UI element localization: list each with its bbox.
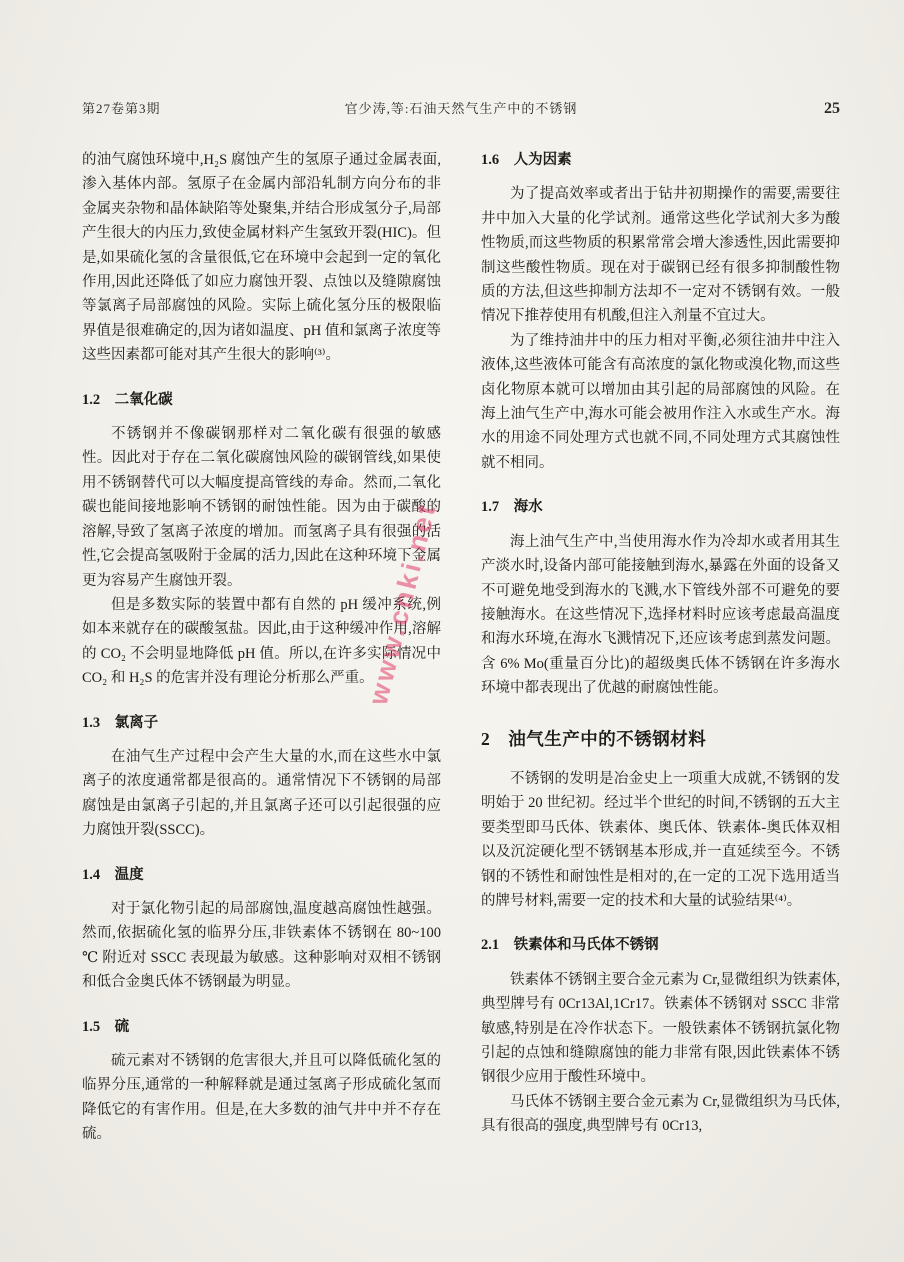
header-volume-issue: 第27卷第3期 [82, 101, 161, 116]
paragraph: 但是多数实际的装置中都有自然的 pH 缓冲系统,例如本来就存在的碳酸氢盐。因此,由于这种缓冲作用,溶解的 CO₂ 不会明显地降低 pH 值。所以,在许多实际情况中 CO₂ 和 H₂S 的危害并没有理论分析那么严重。 [82, 596, 441, 687]
paragraph-h2s-continuation: 的油气腐蚀环境中,H₂S 腐蚀产生的氢原子通过金属表面,渗入基体内部。氢原子在金属内部沿轧制方向分布的非金属夹杂物和晶体缺陷等处聚集,并结合形成氢分子,局部产生很大的内压力,致使金属材料产生氢致开裂(HIC)。但是,如果硫化氢的含量很低,它在环境中会起到一定的氧化作用,因此还降低了如应力腐蚀开裂、点蚀以及缝隙腐蚀等氯离子局部腐蚀的风险。实际上硫化氢分压的极限临界值是很难确定的,因为诸如温度、pH 值和氯离子浓度等这些因素都可能对其产生很大的影响⁽³⁾。 [82, 152, 441, 364]
heading-1-3-chloride-ion: 1.3 氯离子 [82, 714, 159, 731]
header-page-number: 25 [824, 100, 840, 117]
left-column [82, 148, 441, 1147]
paragraph: 为了提高效率或者出于钻井初期操作的需要,需要往井中加入大量的化学试剂。通常这些化学试剂大多为酸性物质,而这些物质的积累常常会增大渗透性,因此需要抑制这些酸性物质。现在对于碳钢已经有很多抑制酸性物质的方法,但这些抑制方法却不一定对不锈钢有效。一般情况下推荐使用有机酸,但注入剂量不宜过大。 [481, 186, 840, 325]
paragraph: 铁素体不锈钢主要合金元素为 Cr,显微组织为铁素体,典型牌号有 0Cr13Al,1Cr17。铁素体不锈钢对 SSCC 非常敏感,特别是在冷作状态下。一般铁素体不锈钢抗氯化物引起的点蚀和缝隙腐蚀的能力非常有限,因此铁素体不锈钢很少应用于酸性环境中。 [481, 971, 840, 1086]
heading-1-7-seawater: 1.7 海水 [481, 499, 543, 516]
paragraph: 硫元素对不锈钢的危害很大,并且可以降低硫化氢的临界分压,通常的一种解释就是通过氢离子形成硫化氢而降低它的有害作用。但是,在大多数的油气井中并不存在硫。 [82, 1053, 441, 1143]
right-column [481, 148, 840, 1147]
paragraph: 对于氯化物引起的局部腐蚀,温度越高腐蚀性越强。然而,依据硫化氢的临界分压,非铁素体不锈钢在 80~100 ℃ 附近对 SSCC 表现最为敏感。这种影响对双相不锈钢和低合金奥氏体不锈钢最为明显。 [82, 900, 441, 991]
paragraph: 不锈钢的发明是冶金史上一项重大成就,不锈钢的发明始于 20 世纪初。经过半个世纪的时间,不锈钢的五大主要类型即马氏体、铁素体、奥氏体、铁素体-奥氏体双相以及沉淀硬化型不锈钢基本形成,并一直延续至今。不锈钢的不锈性和耐蚀性是相对的,在一定的工况下选用适当的牌号材料,需要一定的技术和大量的试验结果⁽⁴⁾。 [481, 770, 840, 909]
heading-2-1-ferritic-martensitic: 2.1 铁素体和马氏体不锈钢 [481, 937, 659, 954]
header-running-title: 官少涛,等:石油天然气生产中的不锈钢 [344, 101, 578, 116]
heading-1-5-sulfur: 1.5 硫 [82, 1018, 130, 1035]
page-header [82, 98, 840, 118]
cnki-watermark: www.cnki.net [362, 499, 443, 708]
heading-2-stainless-steel-materials: 2 油气生产中的不锈钢材料 [481, 728, 707, 749]
page-body [82, 148, 840, 1147]
paragraph: 马氏体不锈钢主要合金元素为 Cr,显微组织为马氏体,具有很高的强度,典型牌号有 0Cr13, [481, 1093, 840, 1135]
heading-1-4-temperature: 1.4 温度 [82, 866, 144, 883]
heading-1-2-carbon-dioxide: 1.2 二氧化碳 [82, 391, 173, 408]
paragraph: 海上油气生产中,当使用海水作为冷却水或者用其生产淡水时,设备内部可能接触到海水,暴露在外面的设备又不可避免地受到海水的飞溅,水下管线外部不可避免的要接触海水。在这些情况下,选择材料时应该考虑最高温度和海水环境,在海水飞溅情况下,还应该考虑到蒸发问题。含 6% Mo(重量百分比)的超级奥氏体不锈钢在许多海水环境中都表现出了优越的耐腐蚀性能。 [481, 533, 840, 697]
paragraph: 不锈钢并不像碳钢那样对二氧化碳有很强的敏感性。因此对于存在二氧化碳腐蚀风险的碳钢管线,如果使用不锈钢替代可以大幅度提高管线的寿命。然而,二氧化碳也能间接地影响不锈钢的耐蚀性能。因为由于碳酸的溶解,导致了氢离子浓度的增加。而氢离子具有很强的活性,它会提高氢吸附于金属的活力,因此在这种环境下金属更为容易产生腐蚀开裂。 [82, 426, 441, 589]
heading-1-6-human-factors: 1.6 人为因素 [481, 152, 572, 168]
paragraph: 为了维持油井中的压力相对平衡,必须往油井中注入液体,这些液体可能含有高浓度的氯化物或溴化物,而这些卤化物原本就可以增加由其引起的局部腐蚀的风险。在海上油气生产中,海水可能会被用作注入水或生产水。海水的用途不同处理方式也就不同,不同处理方式其腐蚀性就不相同。 [481, 332, 840, 471]
paragraph: 在油气生产过程中会产生大量的水,而在这些水中氯离子的浓度通常都是很高的。通常情况下不锈钢的局部腐蚀是由氯离子引起的,并且氯离子还可以引起很强的应力腐蚀开裂(SSCC)。 [82, 748, 441, 839]
